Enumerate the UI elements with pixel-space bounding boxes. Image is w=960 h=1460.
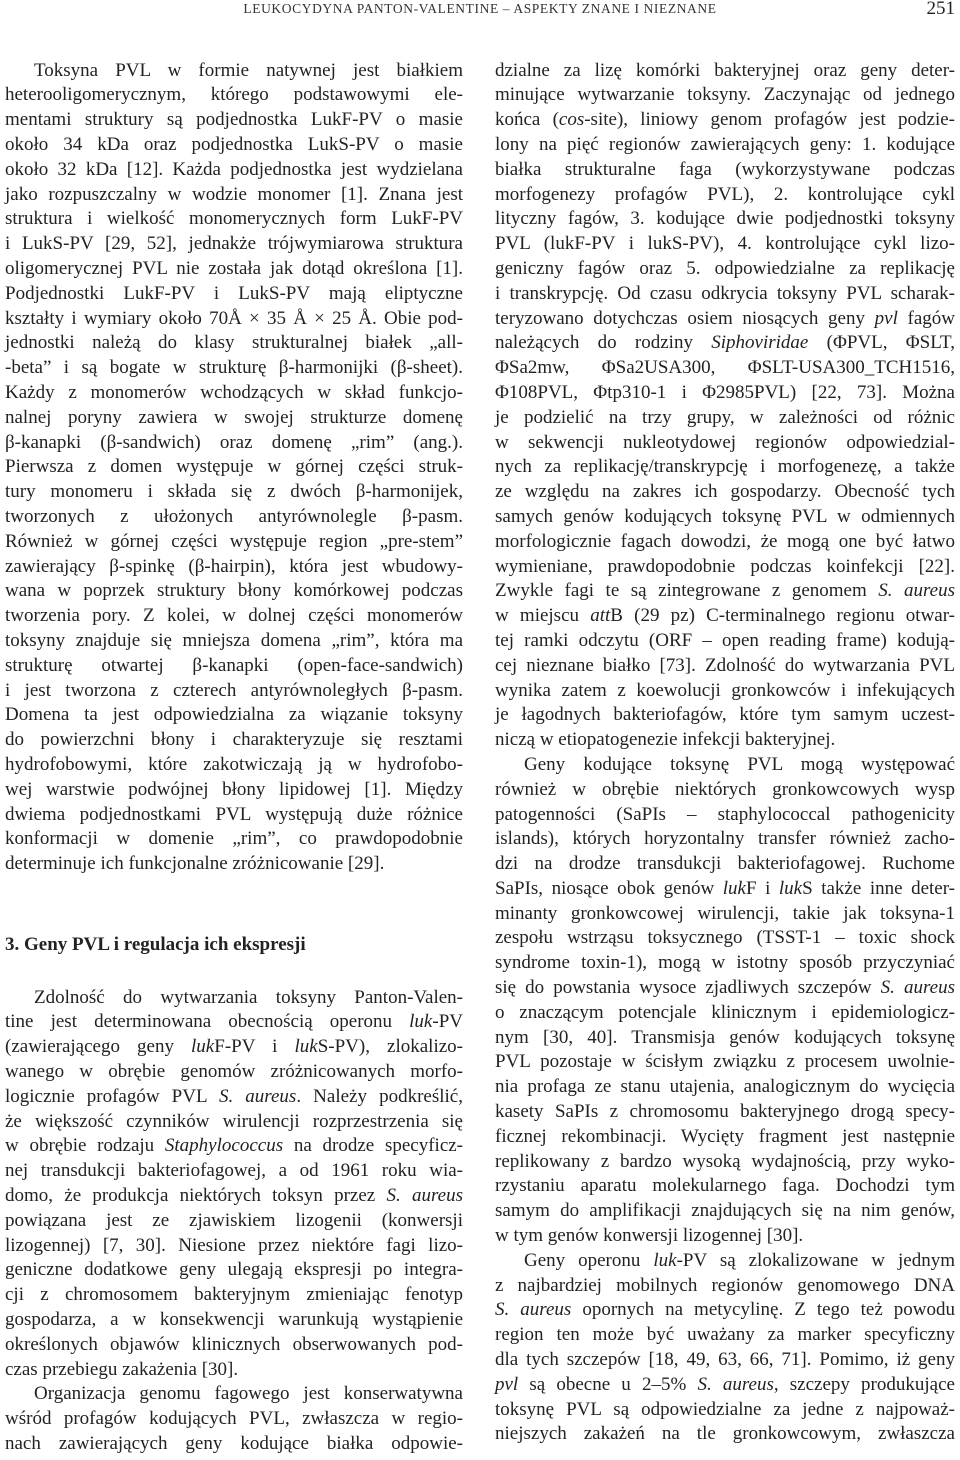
italic-term: S. aureus <box>697 1373 774 1395</box>
text-line: Geny kodujące toksynę PVL mogą występować <box>524 753 955 775</box>
italic-term: Staphylococcus <box>164 1135 284 1157</box>
text-line: dzialne za lizę komórki bakteryjnej oraz geny deter- <box>495 59 955 81</box>
text-line: morfogenezy profagów PVL), 2. kontrolujące cykl <box>495 183 955 205</box>
text-line: hydrofobowymi, które zakotwiczają ją w hydrofobo- <box>5 753 463 775</box>
text-line: toksyny znajduje się mniejsza domena „rim”, która ma <box>5 629 463 651</box>
italic-term: pvl <box>495 1373 519 1395</box>
text-line: dzi na drodze transdukcji bakteriofagowej. Ruchome <box>495 853 955 875</box>
text-line: o znaczącym potencjale klinicznym i epidemiologicz- <box>495 1001 955 1023</box>
italic-term: S. aureus <box>218 1085 297 1107</box>
text-line: -beta” i są bogate w strukturę β-harmonijki (β-sheet). <box>5 357 463 379</box>
text-line: około 34 kDa oraz podjednostka LukS-PV o masie <box>5 133 463 155</box>
text-line: gospodarza, a w konsekwencji warunkują wystąpienie <box>5 1309 463 1331</box>
text-line: je łagodnych bakteriofagów, które tym samym uczest- <box>495 704 955 726</box>
text-line: również w obrębie niektórych gronkowcowych wysp <box>495 778 955 800</box>
text-line: dwiema podjednostkami PVL występują duże różnice <box>5 803 463 825</box>
text-line: je podzielić na trzy grupy, w zależności od różnic <box>495 406 955 428</box>
text-line: wanego w obrębie genomów zróżnicowanych morfo- <box>5 1061 463 1083</box>
text-line: struktura i wielkość monomerycznych form LukF-PV <box>5 208 463 230</box>
text-line: β-kanapki (β-sandwich) oraz domenę „rim” (ang.). <box>5 431 463 453</box>
text-line: tworzonych z ułożonych antyrównolegle β-pasm. <box>5 505 463 527</box>
page-number: 251 <box>926 0 955 19</box>
italic-term: S. aureus <box>880 977 955 999</box>
text-line: samym do amplifikacji znajdujących się na nim genów, <box>495 1200 955 1222</box>
text-line: Każdy z monomerów wchodzących w skład funkcjo- <box>5 381 463 403</box>
italic-term: luk <box>191 1036 215 1058</box>
text-line: w obrębie rodzaju Staphylococcus na drodze specyficz- <box>5 1135 464 1157</box>
text-line: PVL pozostaje w ścisłym związku z procesem uwolnie- <box>495 1051 955 1073</box>
text-line: białka strukturalne faga (wykorzystywane podczas <box>495 158 955 180</box>
text-line: Toksyna PVL w formie natywnej jest białkiem <box>34 59 463 81</box>
text-line: Domena ta jest odpowiedzialna za wiązanie toksyny <box>5 704 463 726</box>
text-line: Podjednostki LukF-PV i LukS-PV mają eliptyczne <box>5 282 463 304</box>
text-line: i transkrypcję. Od czasu odkrycia toksyny PVL scharak- <box>495 282 955 304</box>
text-line: niczą w etiopatogenezie infekcji bakteryjnej. <box>495 729 836 751</box>
text-line: że większość czynników wirulencji rozprzestrzenia się <box>5 1110 463 1132</box>
text-line: tine jest determinowana obecnością operonu luk-PV <box>5 1011 463 1033</box>
text-line: wymieniane, prawdopodobnie podczas koinfekcji [22]. <box>495 555 955 577</box>
text-line: nym [30, 40]. Transmisja genów kodujących toksynę <box>495 1026 955 1048</box>
italic-term: S. aureus <box>386 1185 463 1207</box>
italic-term: luk <box>778 877 803 899</box>
text-line: pvl są obecne u 2–5% S. aureus, szczepy produkujące <box>495 1373 955 1395</box>
text-line: ΦSa2mw, ΦSa2USA300, ΦSLT-USA300_TCH1516, <box>495 357 955 379</box>
text-line: do powierzchni błony i charakteryzuje się resztami <box>5 729 463 751</box>
paragraph <box>495 753 955 1249</box>
italic-term: luk <box>294 1036 318 1058</box>
text-line: w miejscu attB (29 pz) C-terminalnego regionu otwar- <box>495 605 956 627</box>
text-line: tej ramki odczytu (ORF – open reading frame) kodują- <box>495 629 955 651</box>
text-line: jako rozpuszczalny w wodzie monomer [1]. Znana jest <box>5 183 463 205</box>
text-line: Geny operonu luk-PV są zlokalizowane w jednym <box>524 1249 955 1271</box>
text-line: patogenności (SaPIs – staphylococcal pathogenicity <box>495 803 955 825</box>
text-line: nych za replikację/transkrypcję i morfogenezę, a także <box>495 456 955 478</box>
italic-term: att <box>590 605 611 627</box>
text-line: strukturę otwartej β-kanapki (open-face-sandwich) <box>5 654 463 676</box>
text-line: Zwykle fagi te są zintegrowane z genomem S. aureus <box>495 580 955 602</box>
text-line: geniczne dodatkowe geny ulegają ekspresji po integra- <box>5 1259 463 1281</box>
text-line: oligomerycznej PVL nie została jak dotąd określona [1]. <box>5 257 463 279</box>
text-line: w tym genów konwersji lizogennej [30]. <box>495 1225 804 1247</box>
text-line: tworzenia pory. Z kolei, w dolnej części monomerów <box>5 605 463 627</box>
text-line: czas przebiegu zakażenia [30]. <box>5 1358 239 1380</box>
text-line: wśród profagów kodujących PVL, zwłaszcza w regio- <box>5 1408 463 1430</box>
text-column <box>5 59 463 1457</box>
text-line: kasety SaPIs z chromosomu bakteryjnego drogą specy- <box>495 1101 955 1123</box>
text-line: nalnej poryny zawiera w swojej strukturze domenę <box>5 406 463 428</box>
text-line: jednostki należą do klasy strukturalnej białek „all- <box>5 332 463 354</box>
text-line: w sekwencji nukleotydowej regionów odpowiedzial- <box>495 431 955 453</box>
text-line: Również w górnej części występuje region „pre-stem” <box>5 530 463 552</box>
text-line: ficznej rekombinacji. Wycięty fragment jest następnie <box>495 1125 955 1147</box>
text-line: nia profaga ze stanu utajenia, analogicznym do wycięcia <box>495 1076 955 1098</box>
text-line: lizogennej) [7, 30]. Niesione przez niektóre fagi lizo- <box>5 1234 463 1256</box>
text-line: wej warstwie podwójnej błony lipidowej [1]. Między <box>5 778 463 800</box>
text-line: cji z chromosomem bakteryjnym zmieniając fenotyp <box>5 1284 463 1306</box>
text-line: się do powstania wysoce zjadliwych szczepów S. aureus <box>495 977 955 999</box>
italic-term: luk <box>653 1249 677 1271</box>
text-line: islands), których horyzontalny transfer również zacho- <box>495 828 955 850</box>
text-line: i jest tworzona z czterech antyrównoległych β-pasm. <box>5 679 463 701</box>
text-line: niejszych zakażeń na tle gronkowcowym, zwłaszcza <box>495 1423 955 1445</box>
text-line: PVL (lukF-PV i lukS-PV), 4. kontrolujące cykl lizo- <box>495 233 955 255</box>
running-title: LEUKOCYDYNA PANTON-VALENTINE – ASPEKTY ZNANE I NIEZNANE <box>243 1 717 16</box>
text-line: konformacji w domenie „rim”, co prawdopodobnie <box>5 828 463 850</box>
text-line: cej nieznane białko [73]. Zdolność do wytwarzania PVL <box>495 654 955 676</box>
text-line: SaPIs, niosące obok genów lukF i lukS także inne deter- <box>495 877 955 899</box>
text-line: Organizacja genomu fagowego jest konserwatywna <box>34 1383 463 1405</box>
text-line: heterooligomerycznym, którego podstawowymi ele- <box>5 84 463 106</box>
text-line: teryzowano dotychczas osiem niosących geny pvl fagów <box>495 307 956 329</box>
text-column <box>495 59 955 1448</box>
italic-term: luk <box>409 1011 433 1033</box>
text-line: ze względu na zakres ich gospodarzy. Obecność tych <box>495 481 955 503</box>
text-line: kształty i wymiary około 70Å × 35 Å × 25 Å. Obie pod- <box>5 307 463 329</box>
text-line: zawierający β-spinkę (β-hairpin), która jest wbudowy- <box>5 555 463 577</box>
text-line: wana w poprzek struktury błony komórkowej podczas <box>5 580 463 602</box>
text-line: Φ108PVL, Φtp310-1 i Φ2985PVL) [22, 73]. Można <box>495 381 955 403</box>
text-line: toksynę PVL są odpowiedzialne za jedne z najpoważ- <box>495 1398 955 1420</box>
text-line: Pierwsza z domen występuje w górnej części struk- <box>5 456 463 478</box>
text-line: z najbardziej mobilnych regionów genomowego DNA <box>495 1274 955 1296</box>
italic-term: Siphoviridae <box>711 332 809 354</box>
text-line: powiązana jest ze zjawiskiem lizogenii (konwersji <box>5 1209 463 1231</box>
text-line: minujące wytwarzanie toksyny. Zaczynając od jednego <box>495 84 955 106</box>
text-line: samych genów kodujących toksynę PVL w odmiennych <box>495 505 955 527</box>
italic-term: S. aureus <box>878 580 955 602</box>
text-line: mentami struktury są podjednostka LukF-PV o masie <box>5 109 463 131</box>
italic-term: cos <box>558 109 585 131</box>
text-line: region ten może być uważany za marker specyficzny <box>495 1324 955 1346</box>
text-line: logicznie profagów PVL S. aureus. Należy podkreślić, <box>5 1085 463 1107</box>
text-line: rzystaniu aparatu molekularnego faga. Dochodzi tym <box>495 1175 955 1197</box>
text-line: nej transdukcji bakteriofagowej, a od 1961 roku wia- <box>5 1160 463 1182</box>
text-line: domo, że produkcja niektórych toksyn przez S. aureus <box>5 1185 463 1207</box>
italic-term: luk <box>722 877 746 899</box>
section-heading: 3. Geny PVL i regulacja ich ekspresji <box>5 933 306 955</box>
text-line: determinuje ich funkcjonalne zróżnicowanie [29]. <box>5 853 385 875</box>
text-line: i LukS-PV [29, 52], jednakże trójwymiarowa struktura <box>5 233 463 255</box>
text-line: dla tych szczepów [18, 49, 63, 66, 71]. Pomimo, iż geny <box>495 1349 955 1371</box>
text-line: około 32 kDa [12]. Każda podjednostka jest wydzielana <box>5 158 463 180</box>
text-line: syndrome toxin-1), mogą w istotny sposób przyczyniać <box>495 952 955 974</box>
paragraph <box>5 1382 463 1456</box>
paragraph <box>495 1249 955 1447</box>
paragraph <box>5 986 463 1383</box>
paragraph <box>5 59 463 877</box>
text-line: nach zawierających geny kodujące białka odpowie- <box>5 1433 463 1455</box>
text-line: morfologicznie fagach dowodzi, że mogą one być łatwo <box>495 530 955 552</box>
paragraph <box>495 59 955 753</box>
text-line: S. aureus opornych na metycylinę. Z tego też powodu <box>495 1299 955 1321</box>
text-line: końca (cos-site), liniowy genom profagów jest podzie- <box>495 109 955 131</box>
text-line: tury monomeru i składa się z dwóch β-harmonijek, <box>5 481 463 503</box>
text-line: minanty gronkowcowej wirulencji, takie jak toksyna-1 <box>495 902 955 924</box>
text-line: wynika zatem z koewolucji gronkowców i infekujących <box>495 679 955 701</box>
italic-term: S. aureus <box>495 1299 572 1321</box>
text-line: Zdolność do wytwarzania toksyny Panton-Valen- <box>34 986 463 1008</box>
text-line: zespołu wstrząsu toksycznego (TSST-1 – toxic shock <box>495 927 955 949</box>
italic-term: pvl <box>874 307 898 329</box>
text-line: określonych objawów klinicznych obserwowanych pod- <box>5 1333 463 1355</box>
text-line: lityczny fagów, 3. kodujące dwie podjednostki toksyny <box>495 208 955 230</box>
text-line: replikowany z bardzo wysoką wydajnością, przy wyko- <box>495 1150 955 1172</box>
text-line: geniczny fagów oraz 5. odpowiedzialne za replikację <box>495 257 955 279</box>
text-line: (zawierającego geny lukF-PV i lukS-PV), zlokalizo- <box>5 1036 464 1058</box>
text-line: lony na pięć regionów zawierających geny: 1. kodujące <box>495 133 955 155</box>
text-line: należących do rodziny Siphoviridae (ΦPVL, ΦSLT, <box>495 332 956 354</box>
